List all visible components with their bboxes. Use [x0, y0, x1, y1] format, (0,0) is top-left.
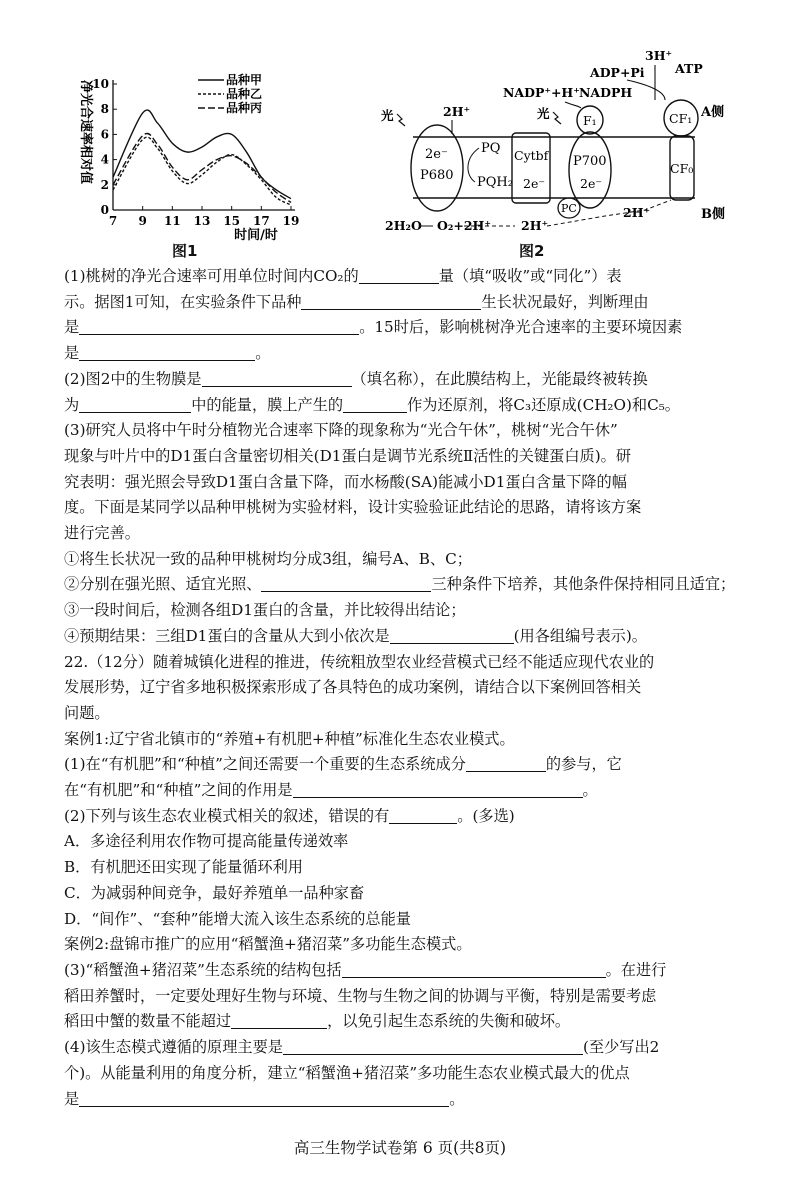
text-segment: 的参与，它 — [545, 755, 622, 774]
figure-1-chart — [60, 62, 320, 262]
adp-pi-label: ADP+Pi — [590, 65, 645, 80]
y-tick-label: 4 — [100, 152, 109, 167]
text-line — [64, 341, 744, 367]
psi-complex — [569, 132, 611, 208]
cytbf-complex — [512, 133, 550, 203]
light-label-2: 光 — [537, 106, 550, 121]
text-segment: 案例2:盘锦市推广的应用“稻蟹渔+猪沼菜”多功能生态模式。 — [64, 935, 472, 954]
legend-label: 品种乙 — [226, 87, 263, 101]
text-segment: 是 — [64, 318, 80, 337]
p700-label: P700 — [573, 154, 607, 169]
text-segment: B．有机肥还田实现了能量循环利用 — [64, 858, 303, 877]
text-segment: (1)桃树的净光合速率可用单位时间内CO₂的 — [64, 267, 359, 285]
text-segment: 。(多选) — [457, 806, 515, 825]
text-segment: 中的能量，膜上产生的 — [191, 395, 344, 414]
cytbf-label: Cytbf — [514, 148, 549, 163]
text-segment: 。 — [449, 1089, 465, 1108]
text-line — [64, 572, 744, 598]
text-line — [64, 907, 744, 933]
answer-blank[interactable] — [79, 344, 255, 361]
text-segment: (2)下列与该生态农业模式相关的叙述，错误的有 — [64, 806, 390, 825]
three-h-label: 3H⁺ — [645, 48, 673, 63]
text-segment: ③一段时间后，检测各组D1蛋白的含量，并比较得出结论； — [64, 601, 466, 620]
nadph-label: NADPH — [579, 85, 633, 100]
text-segment: 作为还原剂，将C₃还原成(CH₂O)和C₅。 — [407, 395, 680, 414]
answer-blank[interactable] — [79, 318, 359, 335]
answer-blank[interactable] — [202, 370, 352, 387]
text-segment: 究表明：强光照会导致D1蛋白含量下降，而水杨酸(SA)能减小D1蛋白含量下降的幅 — [64, 472, 627, 491]
text-segment: 三种条件下培养，其他条件保持相同且适宜； — [431, 575, 736, 594]
text-line — [64, 829, 744, 855]
two-h-bottom-label: 2H⁺ — [521, 218, 549, 233]
text-line — [64, 804, 744, 830]
text-line — [64, 315, 744, 341]
y-tick-label: 8 — [100, 102, 109, 117]
text-line — [64, 932, 744, 958]
text-segment: 是 — [64, 1089, 80, 1108]
two-h-top-label: 2H⁺ — [443, 104, 471, 119]
text-segment: A．多途径利用农作物可提高能量传递效率 — [64, 832, 349, 851]
text-segment: 为 — [64, 395, 80, 414]
text-segment: ②分别在强光照、适宜光照、 — [64, 575, 262, 594]
text-line — [64, 290, 744, 316]
x-tick-label: 15 — [223, 214, 241, 228]
psii-electrons-label: 2e⁻ — [425, 147, 448, 162]
pc-label: PC — [561, 202, 577, 215]
light-arrow-1 — [397, 114, 405, 126]
text-segment: C．为减弱种间竞争，最好养殖单一品种家畜 — [64, 883, 365, 902]
answer-blank[interactable] — [231, 1012, 327, 1029]
text-segment: (3)研究人员将中午时分植物光合速率下降的现象称为“光合午休”，桃树“光合午休” — [64, 421, 618, 440]
p680-label: P680 — [420, 168, 454, 183]
y-axis-label: 净光合速率相对值 — [78, 79, 93, 185]
text-segment: 发展形势，辽宁省多地积极探索形成了各具特色的成功案例，请结合以下案例回答相关 — [64, 678, 642, 697]
text-segment: 在“有机肥”和“种植”之间的作用是 — [64, 781, 293, 800]
water-label: 2H₂O — [385, 218, 422, 233]
text-segment: 22.（12分）随着城镇化进程的推进，传统粗放型农业经营模式已经不能适应现代农业的 — [64, 652, 655, 671]
answer-blank[interactable] — [389, 807, 457, 824]
text-segment: 。15时后，影响桃树净光合速率的主要环境因素 — [359, 318, 683, 337]
text-segment: 生长状况最好，判断理由 — [481, 292, 649, 311]
y-tick-label: 0 — [100, 203, 109, 217]
text-line — [64, 444, 744, 470]
pqh2-label: PQH₂ — [477, 175, 513, 190]
figure-2-caption: 图2 — [519, 242, 545, 260]
answer-blank[interactable] — [342, 961, 606, 978]
light-arrow-2 — [553, 112, 561, 124]
text-line — [64, 470, 744, 496]
text-segment: 量（填“吸收”或“同化”）表 — [438, 267, 622, 285]
text-segment: （填名称），在此膜结构上，光能最终被转换 — [351, 369, 648, 388]
chart-legend — [198, 72, 262, 115]
text-line — [64, 1061, 744, 1087]
answer-blank[interactable] — [79, 396, 191, 413]
chart-series-group — [113, 110, 291, 205]
text-line — [64, 855, 744, 881]
text-line — [64, 521, 744, 547]
atp-synthesis-arrow — [627, 80, 665, 100]
psi-electrons-label: 2e⁻ — [580, 176, 602, 191]
cf1-label: CF₁ — [669, 111, 693, 126]
text-segment: 稻田中蟹的数量不能超过 — [64, 1012, 232, 1031]
text-line — [64, 984, 744, 1010]
answer-blank[interactable] — [301, 293, 481, 310]
answer-blank[interactable] — [283, 1038, 583, 1055]
text-line — [64, 881, 744, 907]
answer-blank[interactable] — [343, 396, 407, 413]
answer-blank[interactable] — [261, 575, 431, 592]
text-segment: (4)该生态模式遵循的原理主要是 — [64, 1038, 283, 1057]
side-b-label: B侧 — [701, 207, 725, 222]
x-tick-label: 11 — [163, 214, 181, 228]
side-a-label: A侧 — [701, 105, 725, 120]
text-line — [64, 701, 744, 727]
text-segment: 。 — [255, 344, 271, 363]
text-line — [64, 598, 744, 624]
f1-label: F₁ — [583, 113, 597, 128]
figure-2-diagram — [365, 40, 745, 260]
light-label-1: 光 — [381, 108, 394, 123]
text-segment: (用各组编号表示)。 — [513, 626, 647, 645]
answer-blank[interactable] — [466, 755, 546, 772]
text-segment: (1)在“有机肥”和“种植”之间还需要一个重要的生态系统成分 — [64, 755, 466, 774]
text-line — [64, 624, 744, 650]
nadp-label: NADP⁺+H⁺ — [503, 85, 580, 100]
text-line — [64, 418, 744, 444]
text-segment: 案例1:辽宁省北镇市的“养殖+有机肥+种植”标准化生态农业模式。 — [64, 729, 515, 748]
x-axis-label: 时间/时 — [234, 228, 278, 243]
figure-1-caption: 图1 — [172, 242, 198, 260]
text-segment: 度。下面是某同学以品种甲桃树为实验材料，设计实验验证此结论的思路，请将该方案 — [64, 498, 642, 517]
pq-label: PQ — [481, 141, 501, 156]
text-segment: 。在进行 — [605, 960, 667, 979]
text-line — [64, 1009, 744, 1035]
two-h-right-label: 2H⁺ — [623, 205, 651, 220]
x-tick-label: 9 — [138, 214, 147, 228]
text-line — [64, 264, 744, 290]
answer-blank[interactable] — [390, 627, 514, 644]
x-tick-label: 17 — [252, 214, 270, 228]
text-segment: 。 — [582, 781, 598, 800]
text-line — [64, 650, 744, 676]
text-segment: (至少写出2 — [582, 1038, 660, 1057]
x-tick-label: 13 — [193, 214, 211, 228]
question-text — [64, 264, 744, 1112]
text-line — [64, 727, 744, 753]
y-tick-label: 2 — [100, 177, 109, 192]
text-line — [64, 752, 744, 778]
cf0-label: CF₀ — [670, 161, 694, 176]
text-line — [64, 495, 744, 521]
text-line — [64, 1035, 744, 1061]
text-segment: ①将生长状况一致的品种甲桃树均分成3组，编号A、B、C； — [64, 549, 472, 568]
series-line-3 — [113, 133, 291, 202]
y-tick-label: 6 — [100, 127, 109, 142]
page-footer: 高三生物学试卷第 6 页(共8页) — [293, 1139, 507, 1157]
text-segment: 现象与叶片中的D1蛋白含量密切相关(D1蛋白是调节光系统Ⅱ活性的关键蛋白质)。研 — [64, 446, 632, 465]
text-segment: 问题。 — [64, 703, 110, 722]
x-tick-label: 7 — [108, 214, 118, 228]
text-segment: ④预期结果：三组D1蛋白的含量从大到小依次是 — [64, 626, 390, 645]
text-segment: 个)。从能量利用的角度分析，建立“稻蟹渔+猪沼菜”多功能生态农业模式最大的优点 — [64, 1063, 630, 1082]
text-line — [64, 393, 744, 419]
oxygen-label: O₂+2H⁺ — [437, 218, 491, 233]
text-line — [64, 778, 744, 804]
text-segment: 是 — [64, 344, 80, 363]
text-segment: 稻田养蟹时，一定要处理好生物与环境、生物与生物之间的协调与平衡，特别是需要考虑 — [64, 986, 657, 1005]
text-segment: 示。据图1可知，在实验条件下品种 — [64, 292, 302, 311]
legend-label: 品种甲 — [226, 73, 263, 87]
series-line-1 — [113, 110, 291, 199]
text-line — [64, 958, 744, 984]
text-segment: 进行完善。 — [64, 524, 140, 543]
text-segment: D．“间作”、“套种”能增大流入该生态系统的总能量 — [64, 909, 411, 928]
cytbf-electrons-label: 2e⁻ — [523, 176, 545, 191]
nadph-arrow — [565, 102, 581, 108]
text-line — [64, 547, 744, 573]
answer-blank[interactable] — [293, 781, 583, 798]
text-line — [64, 675, 744, 701]
text-segment: ，以免引起生态系统的失衡和破坏。 — [327, 1012, 571, 1031]
text-line — [64, 367, 744, 393]
text-segment: (3)“稻蟹渔+猪沼菜”生态系统的结构包括 — [64, 960, 342, 979]
y-tick-label: 10 — [92, 77, 109, 91]
x-tick-label: 19 — [282, 214, 300, 228]
answer-blank[interactable] — [79, 1090, 449, 1107]
atp-label: ATP — [675, 61, 703, 76]
text-line — [64, 1087, 744, 1113]
legend-label: 品种丙 — [226, 101, 263, 115]
text-segment: (2)图2中的生物膜是 — [64, 369, 202, 388]
answer-blank[interactable] — [359, 267, 439, 284]
